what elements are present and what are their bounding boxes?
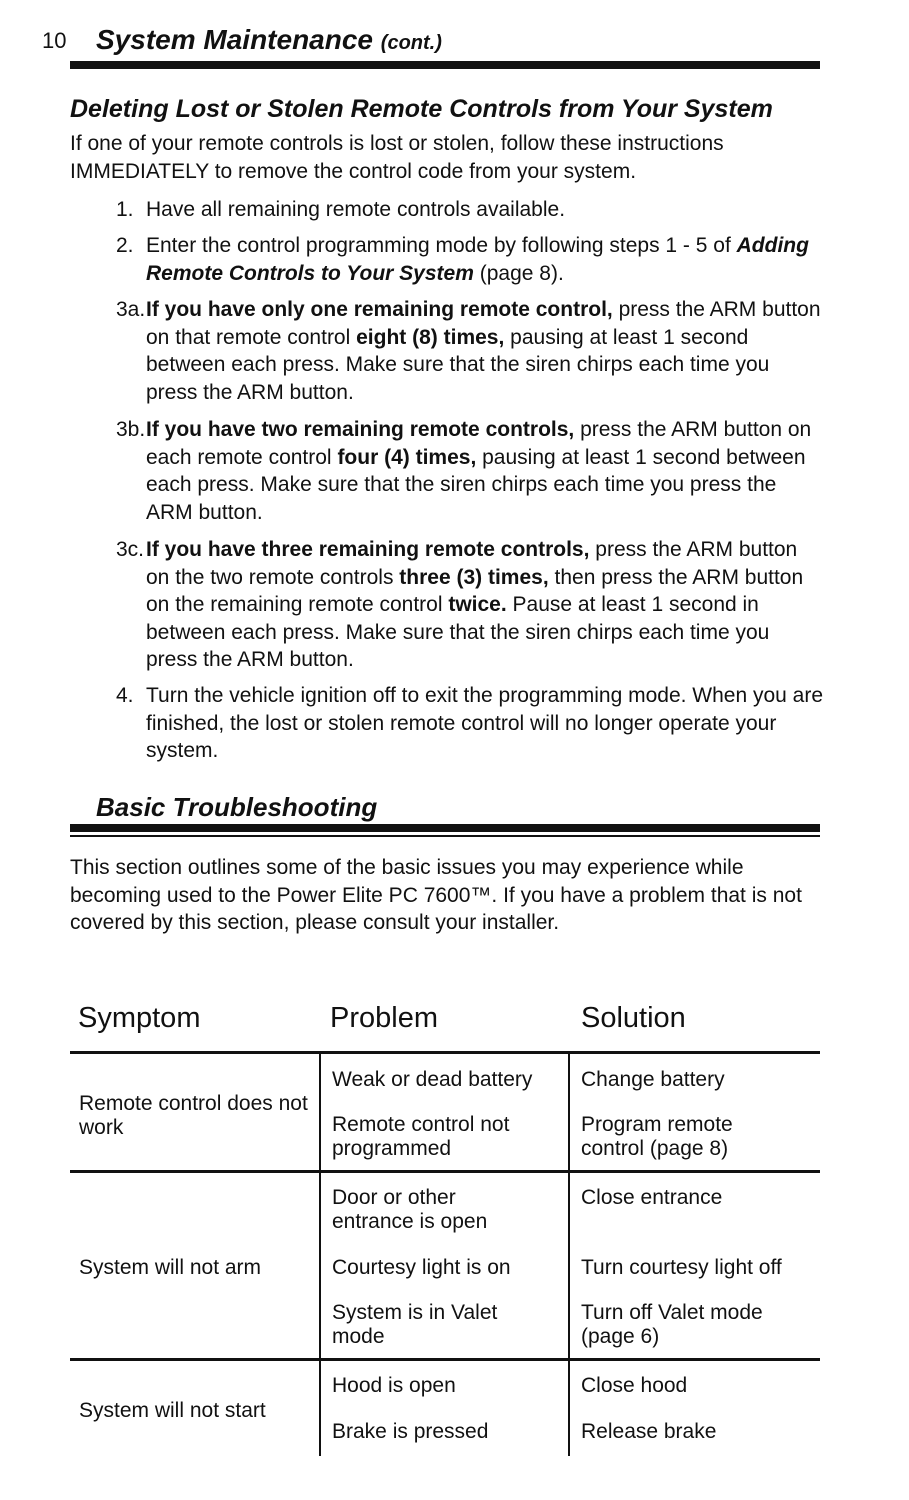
- step-emphasis: twice.: [448, 593, 507, 616]
- step-number: 3c.: [116, 538, 145, 561]
- solution-cell: Change battery: [581, 1068, 725, 1091]
- problem-cell: System is in Valet mode: [332, 1301, 498, 1348]
- step-number: 3b.: [116, 418, 146, 441]
- step-number: 3a.: [116, 298, 146, 321]
- solution-cell: Turn courtesy light off: [581, 1256, 782, 1279]
- table-column-divider: [319, 1052, 321, 1456]
- step-emphasis: eight (8) times,: [356, 325, 505, 349]
- troubleshooting-rule-thin: [70, 835, 820, 837]
- step-text-part: press the ARM button on each remote control: [146, 418, 812, 469]
- header-rule: [70, 61, 820, 69]
- problem-cell: Courtesy light is on: [332, 1256, 511, 1279]
- step-text: [146, 536, 826, 674]
- step-text-part: Pause at least 1 second in between each press. Make sure that the siren chirps each time you press the ARM button.: [146, 593, 770, 671]
- column-header-solution: Solution: [581, 1002, 686, 1034]
- troubleshooting-rule: [70, 824, 820, 832]
- page-header-title: [96, 24, 442, 56]
- step-text: [146, 416, 826, 526]
- step-emphasis: four (4) times,: [337, 445, 477, 469]
- solution-cell: Turn off Valet mode (page 6): [581, 1301, 763, 1348]
- solution-cell: Program remote control (page 8): [581, 1113, 733, 1160]
- header-title-suffix: (cont.): [380, 32, 442, 54]
- page-number: 10: [42, 28, 67, 53]
- symptom-cell: System will not arm: [79, 1256, 262, 1279]
- table-rule: [70, 1358, 820, 1361]
- table-rule: [70, 1170, 820, 1173]
- problem-cell: Brake is pressed: [332, 1420, 489, 1443]
- step-lead: If you have three remaining remote controls,: [146, 538, 590, 561]
- step-text-part: press the ARM button on that remote control: [146, 298, 821, 349]
- solution-cell: Release brake: [581, 1420, 717, 1443]
- column-header-problem: Problem: [330, 1002, 438, 1034]
- header-title-text: System Maintenance: [96, 24, 373, 55]
- step-number: 2.: [116, 234, 134, 257]
- problem-cell: Remote control not programmed: [332, 1113, 510, 1160]
- step-text-part: then press the ARM button on the remaining remote control: [146, 565, 804, 616]
- step-text: [146, 296, 826, 406]
- solution-cell: Close entrance: [581, 1186, 723, 1209]
- step-text-part: Enter the control programming mode by following steps 1 - 5 of: [146, 234, 737, 257]
- troubleshooting-intro: This section outlines some of the basic issues you may experience while becoming used to the Power Elite PC 7600™. If you have a problem that is not covered by this section, please consult your installer.: [70, 856, 802, 934]
- section-heading-deleting: Deleting Lost or Stolen Remote Controls from Your System: [70, 95, 773, 123]
- deleting-intro: If one of your remote controls is lost or stolen, follow these instructions IMMEDIATELY to remove the control code from your system.: [70, 132, 724, 183]
- step-number: 1.: [116, 198, 134, 221]
- step-reference: Adding Remote Controls to Your System: [146, 234, 809, 285]
- step-text: Turn the vehicle ignition off to exit the programming mode. When you are finished, the lost or stolen remote control will no longer operate your system.: [146, 684, 824, 762]
- symptom-cell: System will not start: [79, 1399, 266, 1422]
- step-text-part: press the ARM button on the two remote controls: [146, 538, 798, 589]
- problem-cell: Door or other entrance is open: [332, 1186, 488, 1233]
- problem-cell: Hood is open: [332, 1374, 456, 1397]
- step-text: [146, 232, 826, 287]
- step-lead: If you have two remaining remote controls,: [146, 418, 575, 441]
- step-text-part: (page 8).: [473, 261, 564, 285]
- step-text: Have all remaining remote controls available.: [146, 198, 566, 221]
- step-number: 4.: [116, 684, 134, 707]
- step-lead: If you have only one remaining remote control,: [146, 298, 613, 321]
- table-column-divider: [568, 1052, 570, 1456]
- step-text-part: pausing at least 1 second between each press. Make sure that the siren chirps each time you press the ARM button.: [146, 445, 806, 524]
- section-heading-troubleshooting: Basic Troubleshooting: [96, 792, 378, 822]
- problem-cell: Weak or dead battery: [332, 1068, 533, 1091]
- column-header-symptom: Symptom: [78, 1002, 201, 1034]
- symptom-cell: Remote control does not work: [79, 1092, 308, 1139]
- solution-cell: Close hood: [581, 1374, 688, 1397]
- table-rule: [70, 1051, 820, 1054]
- step-text-part: pausing at least 1 second between each press. Make sure that the siren chirps each time you press the ARM button.: [146, 325, 770, 404]
- step-emphasis: three (3) times,: [399, 565, 549, 589]
